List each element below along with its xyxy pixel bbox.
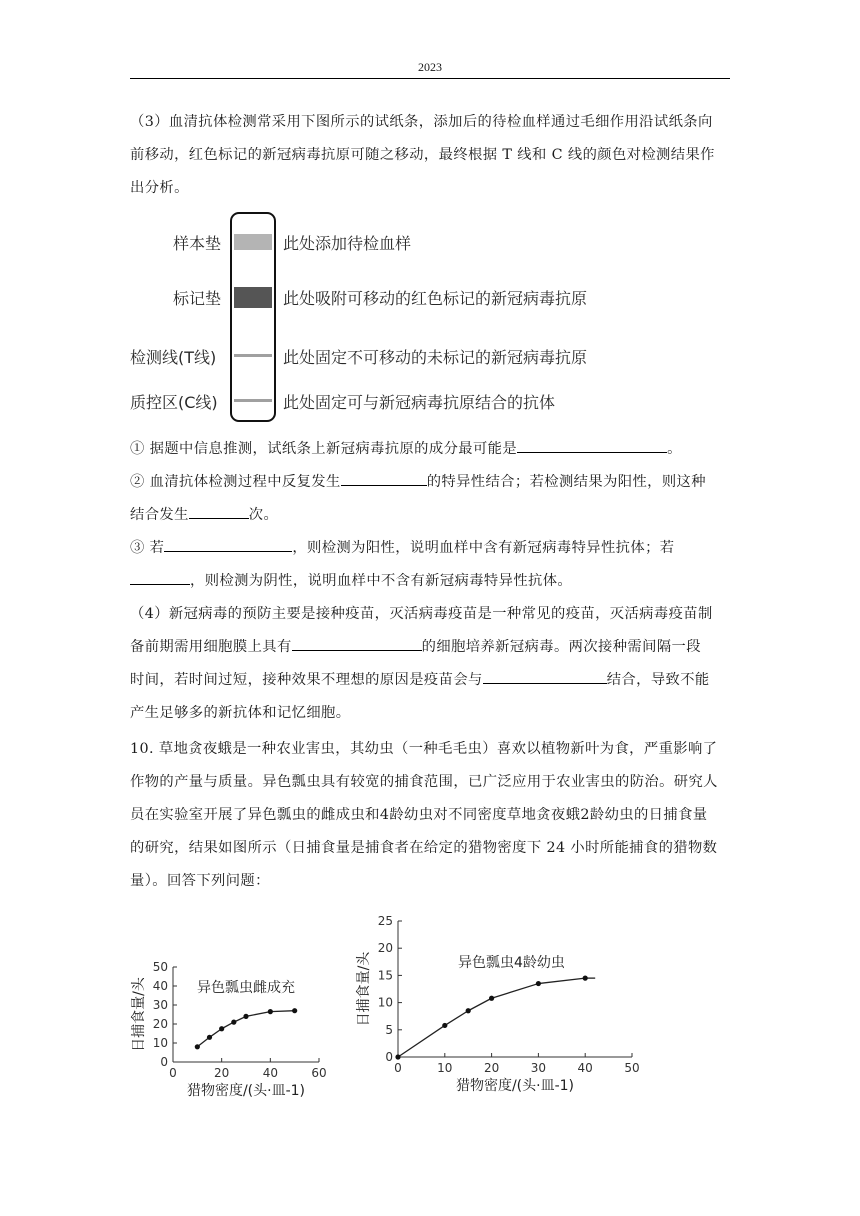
data-point <box>442 1023 447 1028</box>
x-tick-label: 50 <box>624 1061 640 1075</box>
sample-pad-label: 样本垫 <box>173 234 222 253</box>
answer-blank-1[interactable] <box>517 436 667 453</box>
chart-title: 异色瓢虫4龄幼虫 <box>458 955 565 971</box>
data-point <box>231 1020 236 1025</box>
y-tick-label: 10 <box>152 1036 168 1050</box>
sample-pad-band <box>234 234 272 250</box>
x-tick-label: 0 <box>169 1066 177 1080</box>
q4-line-4: 产生足够多的新抗体和记忆细胞。 <box>130 705 351 721</box>
q10-line-3: 员在实验室开展了异色瓢虫的雌成虫和4龄幼虫对不同密度草地贪夜蛾2龄幼虫的日捕食量 <box>130 807 708 823</box>
q10-paragraph <box>130 733 730 898</box>
x-tick-label: 10 <box>437 1061 453 1075</box>
data-point <box>292 1008 297 1013</box>
data-point <box>583 976 588 981</box>
label-pad-band <box>234 287 272 308</box>
answer-blank-7[interactable] <box>483 667 607 684</box>
label-pad-label: 标记垫 <box>173 289 222 308</box>
q3-intro <box>130 106 730 205</box>
test-strip <box>230 212 276 422</box>
data-point <box>195 1044 200 1049</box>
data-point <box>268 1009 273 1014</box>
chart-4th-instar-larva <box>350 905 650 1100</box>
y-tick-label: 25 <box>377 914 393 928</box>
data-point <box>536 981 541 986</box>
answer-blank-6[interactable] <box>292 634 422 651</box>
chart-title: 异色瓢虫雌成充 <box>197 980 295 996</box>
page-header-year: 2023 <box>418 60 442 74</box>
t-line-label: 检测线(T线) <box>130 348 217 367</box>
c-line-band <box>234 399 272 402</box>
y-tick-label: 40 <box>152 979 168 993</box>
y-tick-label: 50 <box>152 960 168 974</box>
answer-blank-5[interactable] <box>130 568 190 585</box>
q4-line-3: 时间，若时间过短，接种效果不理想的原因是疫苗会与 结合，导致不能 <box>130 664 730 697</box>
header-divider <box>130 78 730 79</box>
x-tick-label: 0 <box>394 1061 402 1075</box>
y-tick-label: 0 <box>160 1055 168 1069</box>
x-tick-label: 40 <box>577 1061 593 1075</box>
q3-intro-line-3: 出分析。 <box>130 180 189 196</box>
y-tick-label: 10 <box>377 995 393 1010</box>
data-point <box>489 996 494 1001</box>
x-tick-label: 20 <box>214 1066 230 1080</box>
x-tick-label: 40 <box>262 1066 278 1080</box>
label-pad-desc: 此处吸附可移动的红色标记的新冠病毒抗原 <box>283 289 588 308</box>
q4-line-1: （4）新冠病毒的预防主要是接种疫苗，灭活病毒疫苗是一种常见的疫苗，灭活病毒疫苗制 <box>130 606 713 622</box>
data-point <box>207 1035 212 1040</box>
q3-sub-1: ① 据题中信息推测，试纸条上新冠病毒抗原的成分最可能是 。 <box>130 433 730 466</box>
x-tick-label: 60 <box>311 1066 327 1080</box>
c-line-desc: 此处固定可与新冠病毒抗原结合的抗体 <box>283 393 556 412</box>
y-tick-label: 5 <box>385 1022 393 1037</box>
t-line-band <box>234 354 272 357</box>
data-point <box>243 1014 248 1019</box>
q10-line-4: 的研究，结果如图所示（日捕食量是捕食者在给定的猎物密度下 24 小时所能捕食的猎物数 <box>130 840 718 856</box>
q3-sub-2-cont: 结合发生 次。 <box>130 499 730 532</box>
q3-sub-2: ② 血清抗体检测过程中反复发生 的特异性结合；若检测结果为阳性，则这种 <box>130 466 730 499</box>
q10-line-2: 作物的产量与质量。异色瓢虫具有较宽的捕食范围，已广泛应用于农业害虫的防治。研究人 <box>130 774 718 790</box>
answer-blank-4[interactable] <box>164 535 292 552</box>
q3-sub-3-cont: ，则检测为阴性，说明血样中不含有新冠病毒特异性抗体。 <box>130 565 730 598</box>
y-tick-label: 0 <box>385 1050 393 1064</box>
q3-sub-3: ③ 若 ，则检测为阳性，说明血样中含有新冠病毒特异性抗体；若 <box>130 532 730 565</box>
chart-adult-female <box>125 950 335 1100</box>
y-tick-label: 20 <box>152 1017 168 1031</box>
data-point <box>219 1026 224 1031</box>
x-axis-label: 猎物密度/(头·皿-1) <box>455 1078 575 1094</box>
q4-line-2: 备前期需用细胞膜上具有 的细胞培养新冠病毒。两次接种需间隔一段 <box>130 631 730 664</box>
y-tick-label: 20 <box>377 941 393 956</box>
y-tick-label: 15 <box>377 968 393 983</box>
c-line-label: 质控区(C线) <box>130 393 218 412</box>
q4-paragraph <box>130 598 730 730</box>
y-axis-label: 日捕食量/头 <box>356 951 372 1027</box>
answer-blank-3[interactable] <box>189 502 249 519</box>
q3-intro-line-1: （3）血清抗体检测常采用下图所示的试纸条，添加后的待检血样通过毛细作用沿试纸条向 <box>130 114 713 130</box>
data-point <box>466 1008 471 1013</box>
sample-pad-desc: 此处添加待检血样 <box>283 234 412 253</box>
data-point <box>395 1054 400 1059</box>
q3-subquestions <box>130 433 730 598</box>
q3-intro-line-2: 前移动，红色标记的新冠病毒抗原可随之移动，最终根据 T 线和 C 线的颜色对检测结果作 <box>130 147 715 163</box>
x-tick-label: 20 <box>483 1061 500 1075</box>
series-line <box>398 978 585 1057</box>
y-axis-label: 日捕食量/头 <box>131 977 147 1052</box>
x-tick-label: 30 <box>530 1061 547 1075</box>
answer-blank-2[interactable] <box>341 469 427 486</box>
q10-line-5: 量）。回答下列问题： <box>130 873 270 889</box>
q10-line-1: 10. 草地贪夜蛾是一种农业害虫，其幼虫（一种毛毛虫）喜欢以植物新叶为食，严重影响了 <box>130 741 718 757</box>
t-line-desc: 此处固定不可移动的未标记的新冠病毒抗原 <box>283 348 588 367</box>
y-tick-label: 30 <box>152 998 168 1012</box>
x-axis-label: 猎物密度/(头·皿-1) <box>186 1083 306 1099</box>
